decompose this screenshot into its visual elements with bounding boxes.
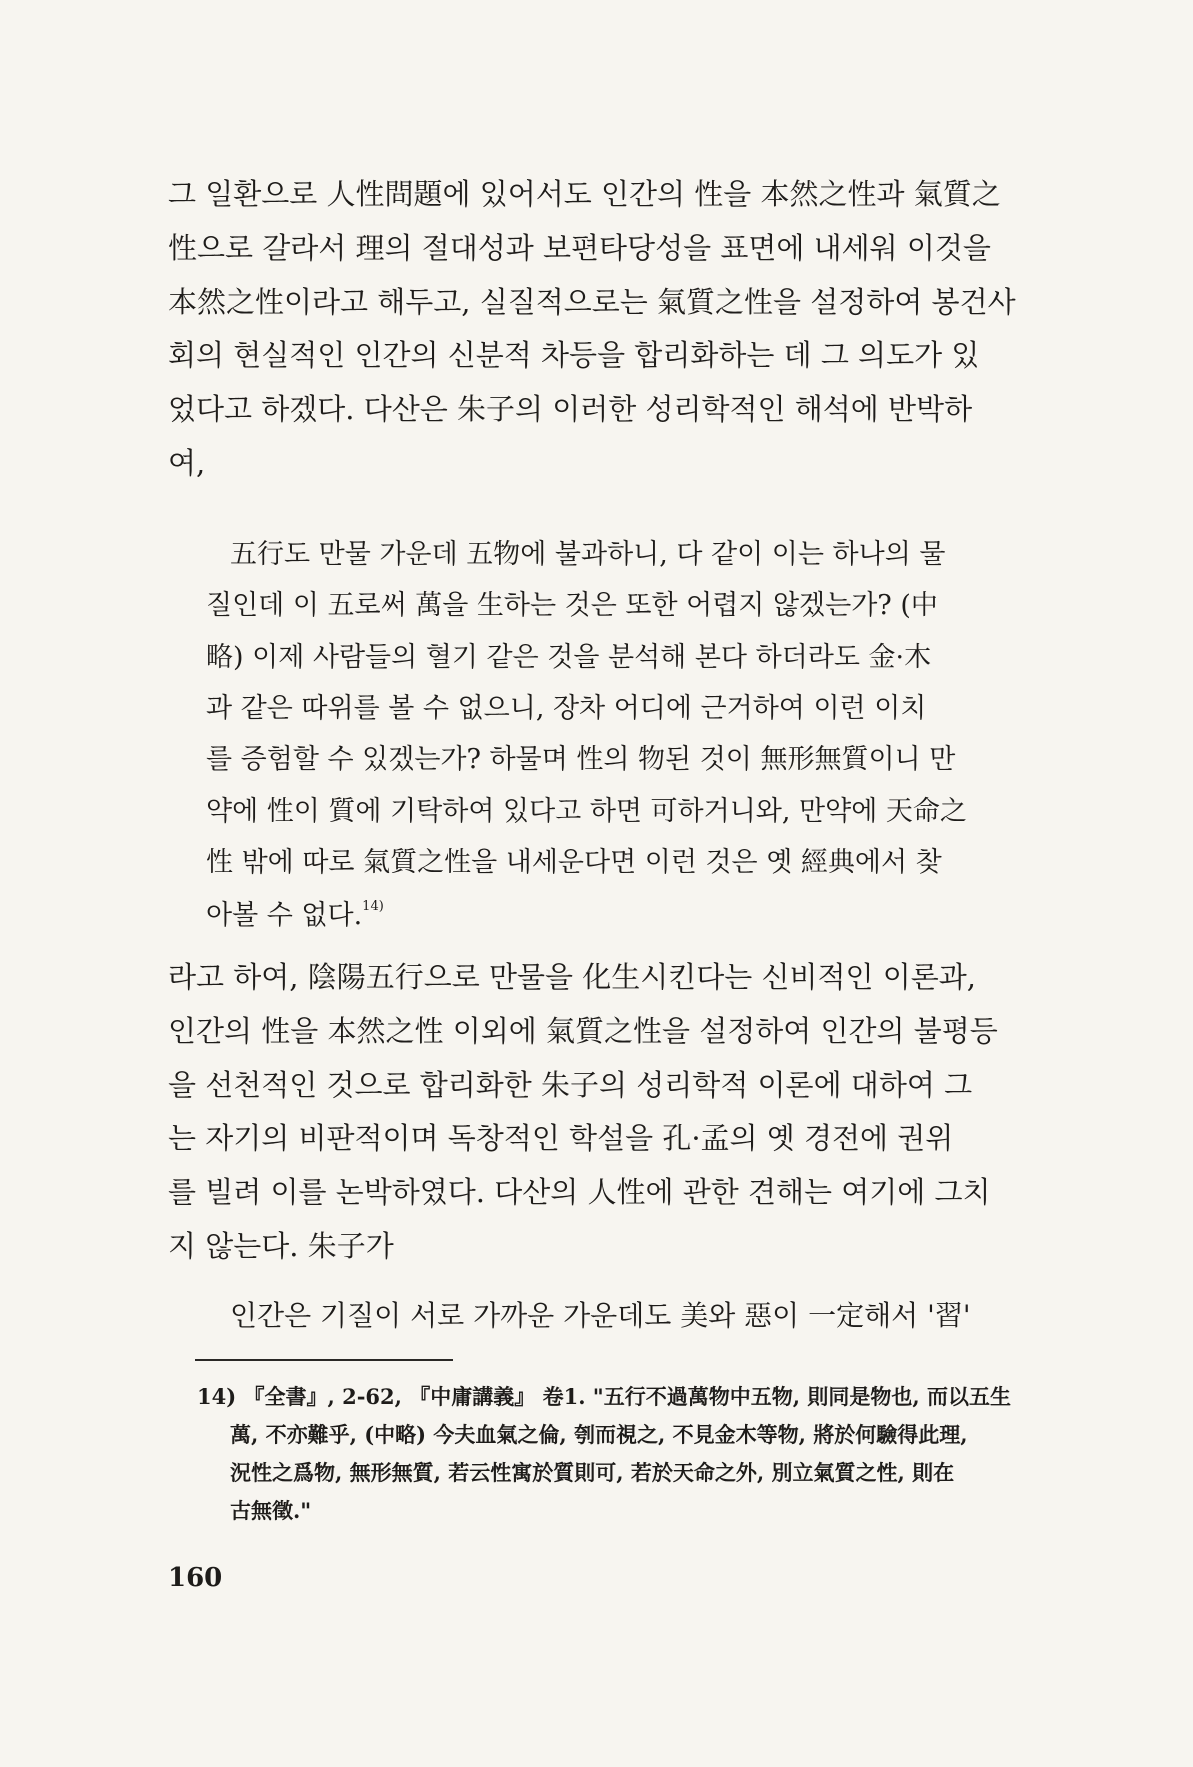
footnote-line: 古無徵." [230, 1498, 312, 1523]
footnote-reference[interactable]: 14) [362, 899, 384, 914]
page-number: 160 [168, 1563, 223, 1593]
quote-last-text: 아볼 수 없다. [206, 900, 363, 931]
footnote-line: 況性之爲物, 無形無質, 若云性寓於質則可, 若於天命之外, 別立氣質之性, 則在 [230, 1460, 955, 1485]
text-line: 本然之性이라고 해두고, 실질적으로는 氣質之性을 설정하여 봉건사 [168, 285, 1016, 319]
quote-line: 略) 이제 사람들의 혈기 같은 것을 분석해 본다 하더라도 金·木 [206, 642, 932, 673]
text-line: 여, [168, 446, 206, 480]
text-line: 그 일환으로 人性問題에 있어서도 인간의 性을 本然之性과 氣質之 [168, 177, 1001, 211]
text-line: 를 빌려 이를 논박하였다. 다산의 人性에 관한 견해는 여기에 그치 [168, 1175, 991, 1209]
footnote-divider [195, 1359, 453, 1361]
quote-line: 五行도 만물 가운데 五物에 불과하니, 다 같이 이는 하나의 물 [230, 539, 946, 570]
text-line: 을 선천적인 것으로 합리화한 朱子의 성리학적 이론에 대하여 그 [168, 1068, 973, 1102]
footnote-line: 14) 『全書』, 2-62, 『中庸講義』 卷1. "五行不過萬物中五物, 則同是物也, 而以五生 [197, 1384, 1011, 1409]
quote-line: 약에 性이 質에 기탁하여 있다고 하면 可하거니와, 만약에 天命之 [206, 796, 967, 827]
quote-line: 질인데 이 五로써 萬을 生하는 것은 또한 어렵지 않겠는가? (中 [206, 590, 938, 621]
text-line: 인간의 性을 本然之性 이외에 氣質之性을 설정하여 인간의 불평등 [168, 1014, 998, 1048]
text-line: 었다고 하겠다. 다산은 朱子의 이러한 성리학적인 해석에 반박하 [168, 392, 973, 426]
text-line: 는 자기의 비판적이며 독창적인 학설을 孔·孟의 옛 경전에 권위 [168, 1121, 954, 1155]
footnote-line: 萬, 不亦難乎, (中略) 今夫血氣之倫, 刳而視之, 不見金木等物, 將於何驗得此理, [230, 1422, 968, 1447]
text-line: 회의 현실적인 인간의 신분적 차등을 합리화하는 데 그 의도가 있 [168, 338, 980, 372]
quote-line: 性 밖에 따로 氣質之性을 내세운다면 이런 것은 옛 經典에서 찾 [206, 847, 942, 878]
quote-2-line: 인간은 기질이 서로 가까운 가운데도 美와 惡이 一定해서 '習' [230, 1299, 971, 1332]
quote-line: 를 증험할 수 있겠는가? 하물며 性의 物된 것이 無形無質이니 만 [206, 744, 956, 775]
text-line: 지 않는다. 朱子가 [168, 1229, 394, 1263]
quote-line-last [206, 900, 384, 929]
quote-line: 과 같은 따위를 볼 수 없으니, 장차 어디에 근거하여 이런 이치 [206, 693, 927, 724]
text-line: 라고 하여, 陰陽五行으로 만물을 化生시킨다는 신비적인 이론과, [168, 960, 977, 994]
text-line: 性으로 갈라서 理의 절대성과 보편타당성을 표면에 내세워 이것을 [168, 231, 991, 265]
